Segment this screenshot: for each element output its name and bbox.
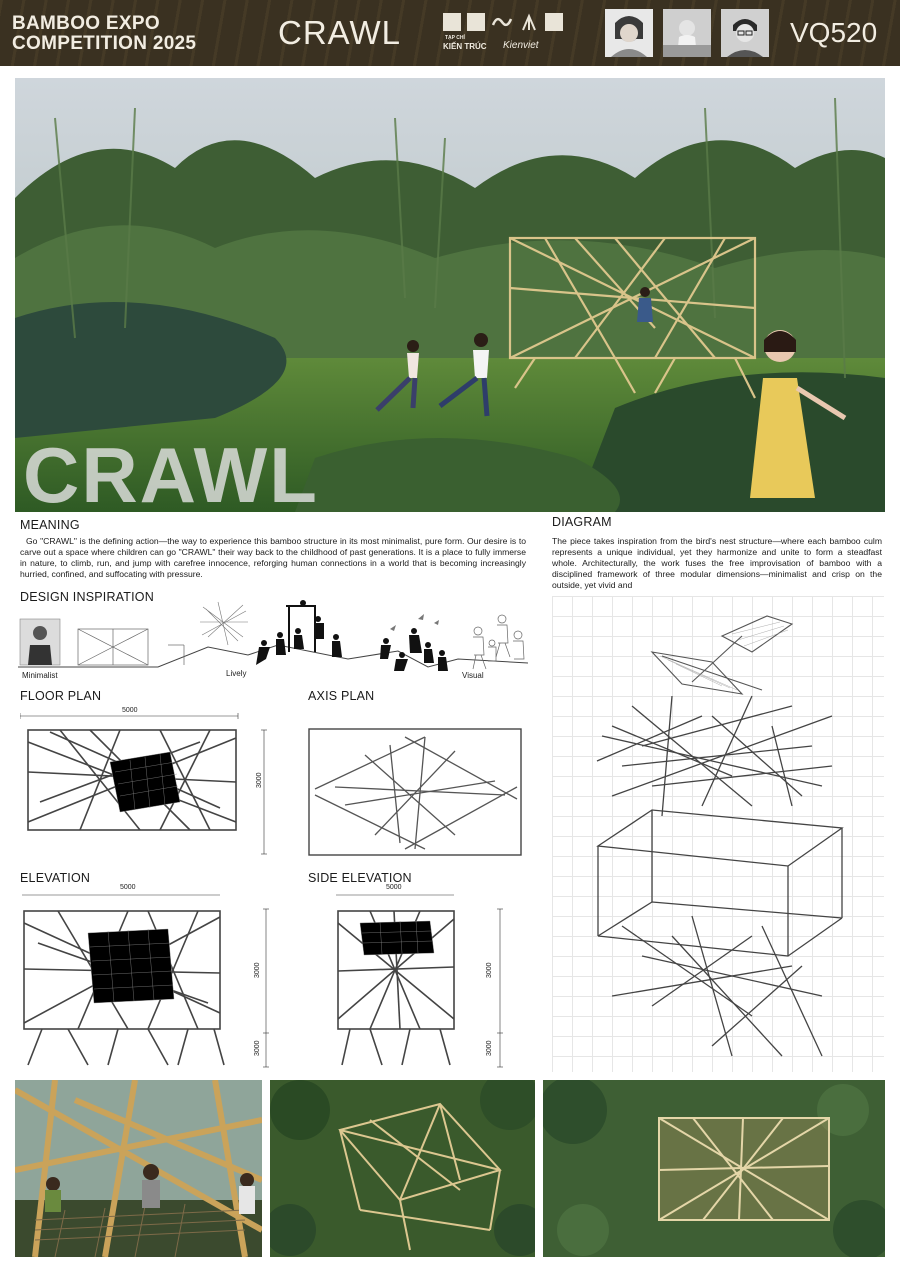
avatar — [663, 9, 711, 57]
competition-title: BAMBOO EXPO COMPETITION 2025 — [12, 13, 197, 54]
photo-aerial-perspective — [270, 1080, 535, 1257]
avatar — [721, 9, 769, 57]
floor-plan-height-dim: 3000 — [256, 772, 263, 788]
diagram-heading: DIAGRAM — [552, 515, 612, 529]
arrow-logo-icon — [519, 13, 539, 31]
elevation-height-dim-lower: 3000 — [254, 1040, 261, 1056]
side-elevation-drawing — [330, 893, 510, 1073]
elevation-heading: ELEVATION — [20, 871, 91, 885]
hero-overlay-title: CRAWL — [23, 431, 319, 512]
sponsor-2-name: Kienviet — [503, 40, 539, 51]
sponsor-1-top: TẠP CHÍ — [445, 35, 465, 41]
header-bar — [0, 0, 900, 66]
elevation-drawing — [18, 893, 273, 1073]
axis-plan-drawing — [305, 725, 527, 861]
sponsor-logos — [443, 13, 573, 57]
diagram-exploded-axonometric — [552, 596, 884, 1072]
sponsor-logo-icon — [467, 13, 485, 31]
floor-plan-heading: FLOOR PLAN — [20, 689, 102, 703]
elevation-height-dim-upper: 3000 — [254, 962, 261, 978]
meaning-heading: MEANING — [20, 518, 80, 532]
project-name: CRAWL — [278, 14, 401, 51]
inspiration-label-lively: Lively — [226, 669, 247, 678]
wave-logo-icon — [491, 13, 513, 31]
inspiration-label-visual: Visual — [462, 671, 484, 680]
diagram-text: The piece takes inspiration from the bird's nest structure—where each bamboo culm represents a unique individual, yet they harmonize and unite to form a steadfast whole. Architecturally, the work fuses the free improvisation of bamboo with a disciplined framework of three modular dimensions—minimalist and crisp on the outside, yet vivid and — [552, 536, 882, 590]
side-elevation-height-dim-upper: 3000 — [486, 962, 493, 978]
side-elevation-height-dim-lower: 3000 — [486, 1040, 493, 1056]
meaning-text: Go "CRAWL" is the defining action—the way to experience this bamboo structure in its most minimalist, pure form. Our desire is to carve out a space where children can go "CRAWL" their way back to the childhood of past generations. It is a place to fully immerse in nature, to climb, run, and jump with carefree innocence, reforging human connections in a world that is becoming increasingly hurried, confined, and suffocating with pressure. — [20, 536, 526, 579]
design-inspiration-heading: DESIGN INSPIRATION — [20, 590, 154, 604]
floor-plan-width-dim: 5000 — [122, 707, 138, 714]
elevation-width-dim: 5000 — [120, 884, 136, 891]
sponsor-logo-icon — [545, 13, 563, 31]
inspiration-illustration — [18, 597, 528, 683]
hero-render — [15, 78, 885, 512]
photo-top-view — [543, 1080, 885, 1257]
axis-plan-heading: AXIS PLAN — [308, 689, 375, 703]
floor-plan-drawing — [20, 712, 275, 862]
sponsor-logo-icon — [443, 13, 461, 31]
avatar — [605, 9, 653, 57]
entry-code: VQ520 — [790, 17, 878, 48]
side-elevation-width-dim: 5000 — [386, 884, 402, 891]
inspiration-label-minimalist: Minimalist — [22, 671, 58, 680]
side-elevation-heading: SIDE ELEVATION — [308, 871, 412, 885]
photo-interior-children-climbing — [15, 1080, 262, 1257]
sponsor-1-name: KIẾN TRÚC — [443, 42, 487, 51]
